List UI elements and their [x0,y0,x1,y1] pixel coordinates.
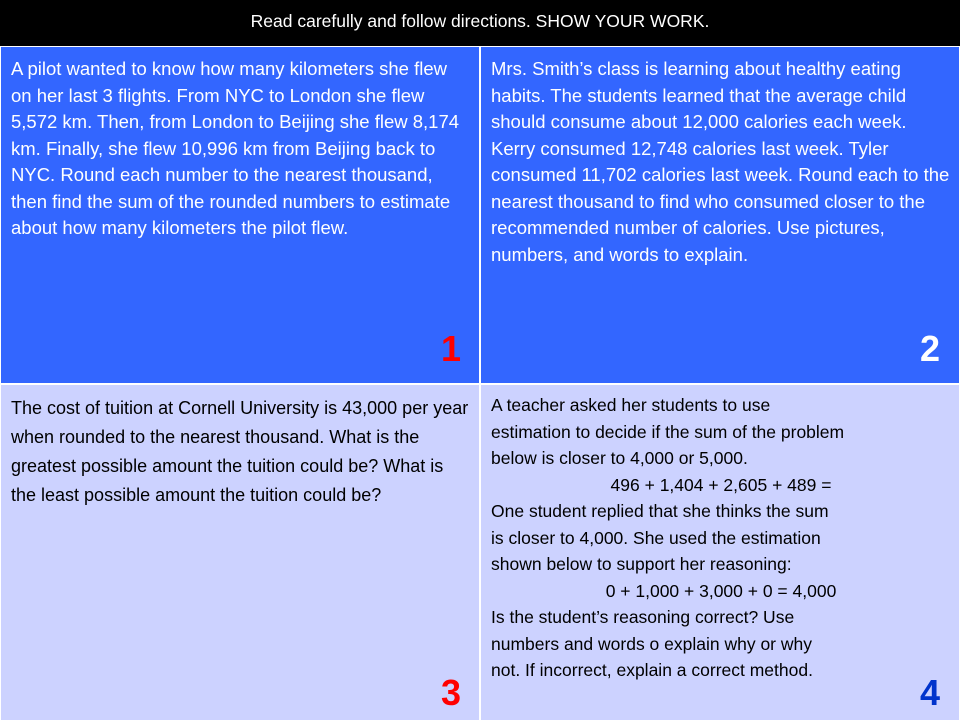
instructions-header: Read carefully and follow directions. SHOW YOUR WORK. [0,0,960,46]
problem-4-estimate: 0 + 1,000 + 3,000 + 0 = 4,000 [605,580,837,601]
problem-4-line: not. If incorrect, explain a correct method. [491,660,813,680]
problem-number-3: 3 [441,672,462,713]
problem-4-line: is closer to 4,000. She used the estimation [491,527,821,548]
problem-number-2: 2 [920,328,941,369]
problem-number-4: 4 [920,672,941,713]
problem-card-3 [1,385,479,720]
problem-grid [0,46,960,720]
problem-4-line: Is the student’s reasoning correct? Use [491,607,795,627]
problem-number-1: 1 [441,328,462,369]
problem-4-equation: 496 + 1,404 + 2,605 + 489 = [610,474,832,495]
problem-text-3: The cost of tuition at Cornell University is 43,000 per year when rounded to the nearest thousand. What is the greatest possible amount the tuition could be? What is the least possible amount the tuition could be? [11,398,469,505]
problem-4-line: estimation to decide if the sum of the problem [491,421,845,442]
problem-text-2: Mrs. Smith’s class is learning about healthy eating habits. The students learned that the average child should consume about 12,000 calories each week. Kerry consumed 12,748 calories last week. Tyler consumed 11,702 calories last week. Round each to the nearest thousand to find who consumed closer to the recommended number of calories. Use pictures, numbers, and words to explain. [491,58,950,265]
problem-4-line: A teacher asked her students to use [491,395,771,415]
problem-text-1: A pilot wanted to know how many kilometers she flew on her last 3 flights. From NYC to London she flew 5,572 km. Then, from London to Beijing she flew 8,174 km. Finally, she flew 10,996 km from Beijing back to NYC. Round each number to the nearest thousand, then find the sum of the rounded numbers to estimate about how many kilometers the pilot flew. [11,58,460,238]
problem-text-4 [491,392,951,684]
problem-card-4 [481,385,959,720]
problem-4-line: numbers and words o explain why or why [491,633,812,654]
problem-4-line: One student replied that she thinks the sum [491,501,829,521]
problem-4-line: shown below to support her reasoning: [491,554,792,574]
problem-card-1 [1,47,479,383]
problem-card-2 [481,47,959,383]
problem-4-line: below is closer to 4,000 or 5,000. [491,448,748,468]
